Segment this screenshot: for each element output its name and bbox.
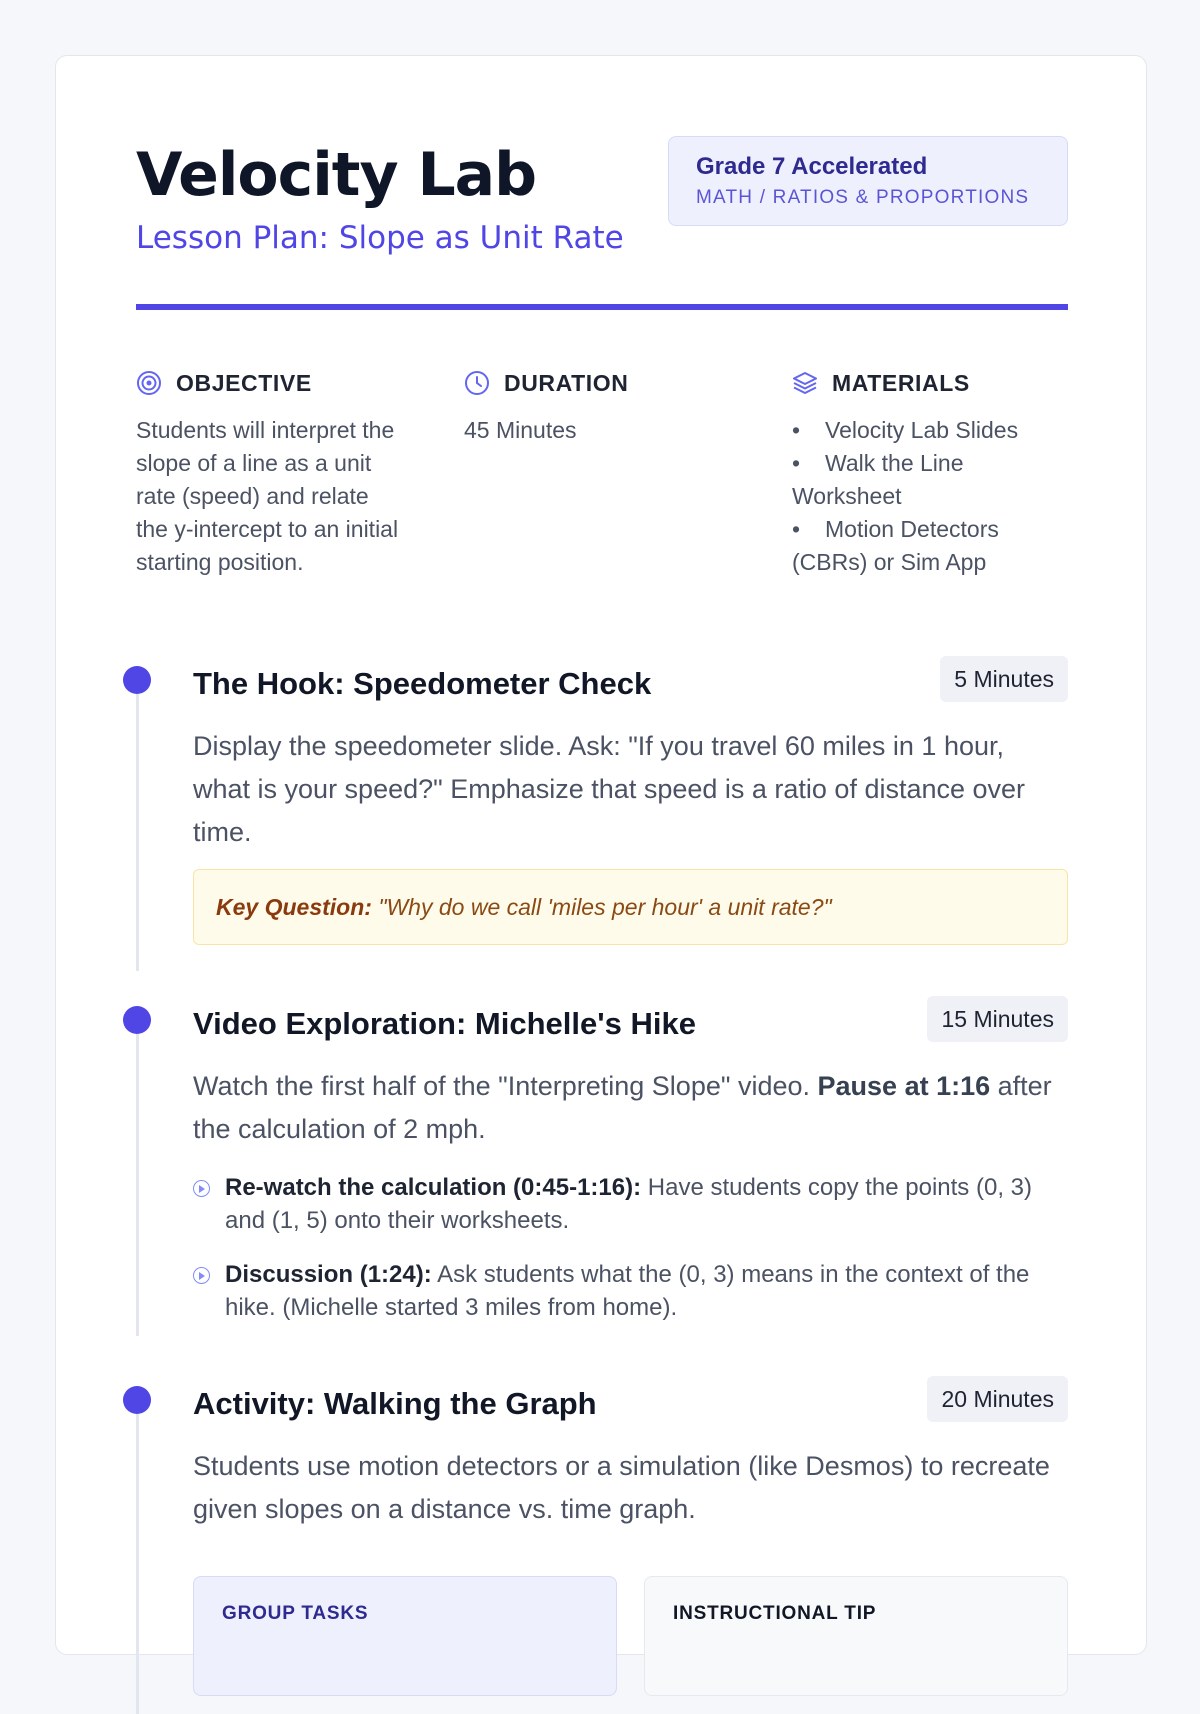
time-badge: 15 Minutes xyxy=(927,996,1068,1042)
list-item: • Walk the Line Worksheet xyxy=(792,450,964,509)
timeline-line xyxy=(136,694,139,971)
timeline-dot xyxy=(123,1386,151,1414)
grade-label: Grade 7 Accelerated xyxy=(696,153,928,180)
materials-list xyxy=(792,414,1062,579)
subject-label: MATH / RATIOS & PROPORTIONS xyxy=(696,187,1030,208)
timeline-step xyxy=(123,1386,1068,1706)
target-icon xyxy=(136,370,162,396)
layers-icon xyxy=(792,370,818,396)
clock-icon xyxy=(464,370,490,396)
duration-heading: DURATION xyxy=(504,369,629,396)
page-title: Velocity Lab xyxy=(136,140,537,210)
page-subtitle: Lesson Plan: Slope as Unit Rate xyxy=(136,220,624,256)
key-question-text: "Why do we call 'miles per hour' a unit rate?" xyxy=(378,894,832,920)
instructional-tip-title: INSTRUCTIONAL TIP xyxy=(673,1603,877,1624)
grade-badge xyxy=(668,136,1068,226)
step-title: Activity: Walking the Graph xyxy=(193,1386,597,1421)
list-item: • Velocity Lab Slides xyxy=(792,417,1019,443)
instructional-tip-panel xyxy=(644,1576,1068,1696)
materials-heading: MATERIALS xyxy=(832,369,970,396)
objective-section xyxy=(136,366,401,579)
list-item: Re-watch the calculation (0:45-1:16): Have students copy the points (0, 3) and (1, 5) onto their worksheets. xyxy=(193,1171,1068,1237)
time-badge: 20 Minutes xyxy=(927,1376,1068,1422)
objective-heading: OBJECTIVE xyxy=(176,369,312,396)
timeline-dot xyxy=(123,666,151,694)
time-badge: 5 Minutes xyxy=(940,656,1068,702)
objective-text: Students will interpret the slope of a line as a unit rate (speed) and relate the y-intercept to an initial starting position. xyxy=(136,417,399,575)
header-divider xyxy=(136,304,1068,310)
step-title: The Hook: Speedometer Check xyxy=(193,666,652,701)
timeline-line xyxy=(136,1414,139,1714)
duration-section xyxy=(464,366,729,447)
play-circle-icon xyxy=(193,1267,210,1284)
group-tasks-title: GROUP TASKS xyxy=(222,1603,369,1624)
timeline-line xyxy=(136,1034,139,1336)
step-title: Video Exploration: Michelle's Hike xyxy=(193,1006,696,1041)
step-description: Display the speedometer slide. Ask: "If you travel 60 miles in 1 hour, what is your speed?" Emphasize that speed is a ratio of distance over time. xyxy=(193,731,1026,847)
key-question-label: Key Question: xyxy=(216,894,372,920)
timeline-step xyxy=(123,1006,1068,1386)
lesson-card xyxy=(55,55,1147,1655)
duration-text: 45 Minutes xyxy=(464,417,577,443)
materials-section xyxy=(792,366,1062,579)
list-item: Discussion (1:24): Ask students what the (0, 3) means in the context of the hike. (Michelle started 3 miles from home). xyxy=(193,1258,1068,1324)
list-item: • Motion Detectors (CBRs) or Sim App xyxy=(792,516,999,575)
step-description: Watch the first half of the "Interpreting Slope" video. Pause at 1:16 after the calculation of 2 mph. xyxy=(193,1071,1052,1144)
play-circle-icon xyxy=(193,1180,210,1197)
group-tasks-panel xyxy=(193,1576,617,1696)
key-question-callout xyxy=(193,869,1068,945)
timeline-step xyxy=(123,666,1068,996)
timeline-dot xyxy=(123,1006,151,1034)
step-description: Students use motion detectors or a simulation (like Desmos) to recreate given slopes on a distance vs. time graph. xyxy=(193,1451,1050,1524)
